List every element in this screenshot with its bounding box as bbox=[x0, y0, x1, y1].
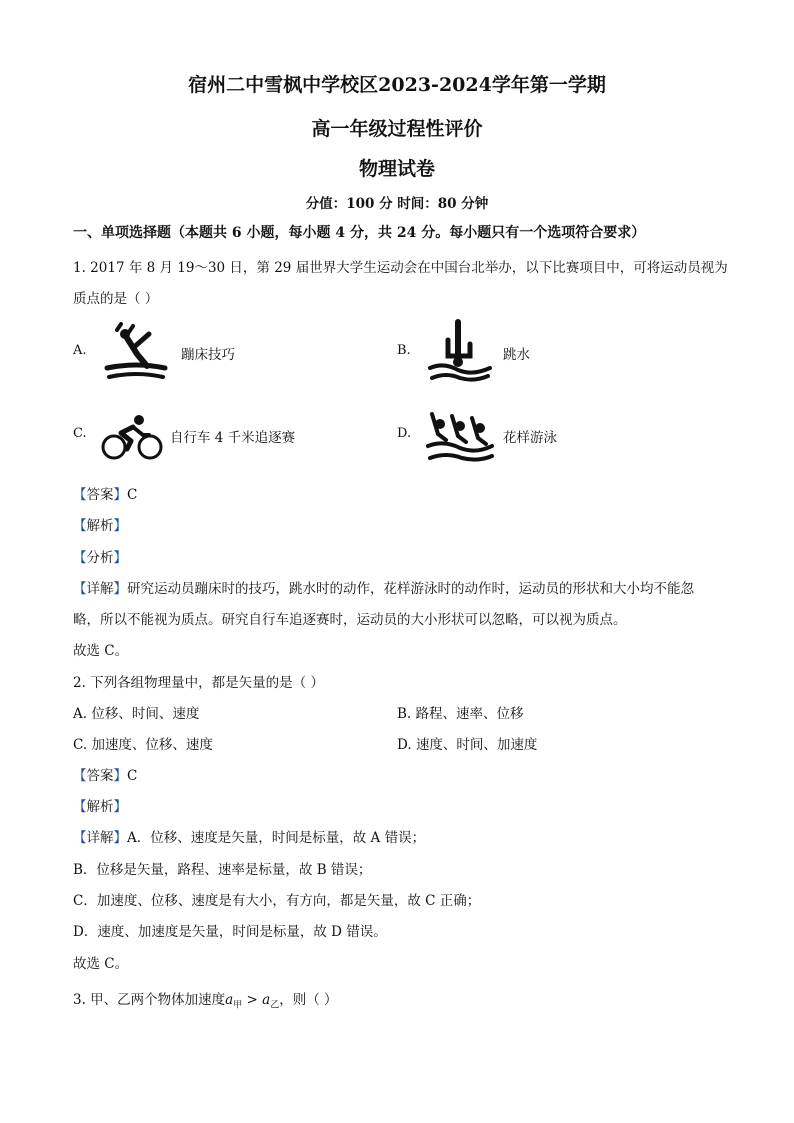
section-heading: 一、单项选择题（本题共 6 小题，每小题 4 分，共 24 分。每小题只有一个选项符合要求） bbox=[73, 225, 646, 241]
q1-option-c-text: 自行车 4 千米追逐赛 bbox=[170, 430, 296, 446]
q1-analysis-tag: 【解析】 bbox=[73, 518, 127, 534]
page-title: 宿州二中雪枫中学校区2023-2024学年第一学期 bbox=[188, 74, 606, 96]
q2-option-b: B. 路程、速率、位移 bbox=[397, 706, 524, 722]
q2-option-a: A. 位移、时间、速度 bbox=[73, 706, 200, 722]
q2-detail-line2: B．位移是矢量，路程、速率是标量，故 B 错误； bbox=[73, 862, 372, 878]
synchronized-swimming-icon bbox=[424, 410, 496, 464]
q2-conclusion: 故选 C。 bbox=[73, 956, 129, 972]
diving-icon bbox=[426, 318, 494, 382]
exam-subject: 物理试卷 bbox=[358, 158, 435, 180]
exam-meta: 分值：100 分 时间：80 分钟 bbox=[305, 196, 489, 212]
q1-detail-line1: 【详解】研究运动员蹦床时的技巧，跳水时的动作，花样游泳时的动作时，运动员的形状和大小均不能忽 bbox=[73, 581, 694, 597]
q1-stem-line1: 1. 2017 年 8 月 19～30 日，第 29 届世界大学生运动会在中国台北举办，以下比赛项目中，可将运动员视为 bbox=[73, 260, 728, 276]
page-subtitle: 高一年级过程性评价 bbox=[311, 118, 483, 140]
q1-conclusion: 故选 C。 bbox=[73, 643, 129, 659]
q1-option-c-label: C. bbox=[73, 426, 87, 441]
q1-option-a-label: A. bbox=[73, 343, 87, 358]
q2-option-d: D. 速度、时间、加速度 bbox=[397, 737, 538, 753]
q2-detail-line4: D．速度、加速度是矢量，时间是标量，故 D 错误。 bbox=[73, 924, 387, 940]
q2-option-c: C. 加速度、位移、速度 bbox=[73, 737, 213, 753]
q2-detail-line3: C．加速度、位移、速度是有大小，有方向，都是矢量，故 C 正确； bbox=[73, 893, 481, 909]
q1-option-d-text: 花样游泳 bbox=[503, 430, 557, 446]
q1-fenxi-tag: 【分析】 bbox=[73, 550, 127, 566]
q1-stem-line2: 质点的是（ ） bbox=[73, 291, 159, 307]
q2-stem: 2. 下列各组物理量中，都是矢量的是（ ） bbox=[73, 675, 324, 691]
q1-detail-line2: 略，所以不能视为质点。研究自行车追逐赛时，运动员的大小形状可以忽略，可以视为质点。 bbox=[73, 612, 627, 628]
q2-detail-line1: 【详解】A．位移、速度是矢量，时间是标量，故 A 错误； bbox=[73, 830, 426, 846]
trampoline-icon bbox=[103, 322, 169, 380]
q1-answer: 【答案】C bbox=[73, 487, 138, 503]
answer-tag: 答案 bbox=[86, 487, 114, 503]
q3-stem: 3. 甲、乙两个物体加速度$a_甲 > a_乙$，则（ ） bbox=[73, 992, 338, 1011]
q2-analysis-tag: 【解析】 bbox=[73, 799, 127, 815]
q1-option-b-text: 跳水 bbox=[503, 347, 530, 363]
answer-value: C bbox=[127, 487, 138, 503]
q1-option-d-label: D. bbox=[397, 426, 412, 441]
q2-answer: 【答案】C bbox=[73, 768, 138, 784]
cycling-icon bbox=[101, 413, 163, 461]
q1-option-a-text: 蹦床技巧 bbox=[181, 347, 235, 363]
q1-option-b-label: B. bbox=[397, 343, 411, 358]
